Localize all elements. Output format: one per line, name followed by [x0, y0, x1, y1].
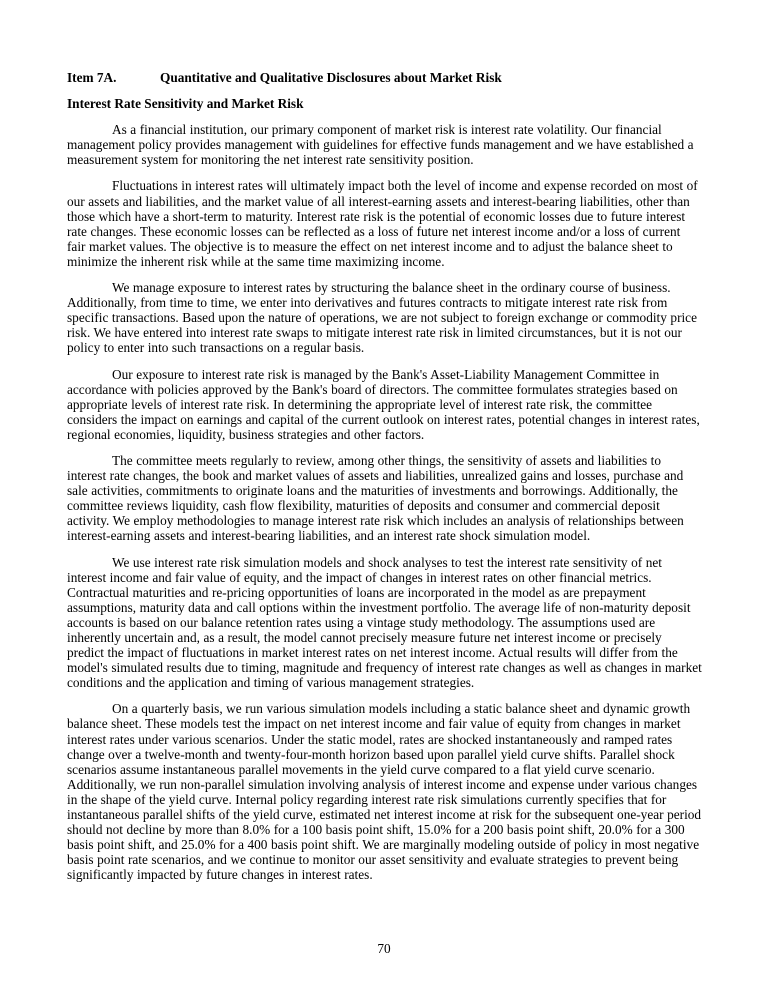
page-footer — [0, 941, 768, 956]
paragraph-7: On a quarterly basis, we run various simulation models including a static balance sheet and dynamic growth balance sheet. These models test the impact on net interest income and fair value of equity from changes in market interest rates under various scenarios. Under the static model, rates are shocked instantaneously and ramped rates change over a twelve-month and twenty-four-month horizon based upon parallel yield curve shifts. Parallel shock scenarios assume instantaneous parallel movements in the yield curve compared to a flat yield curve scenario. Additionally, we run non-parallel simulation involving analysis of interest income and expense under various changes in the shape of the yield curve. Internal policy regarding interest rate risk simulations currently specifies that for instantaneous parallel shifts of the yield curve, estimated net interest income at risk for the subsequent one-year period should not decline by more than 8.0% for a 100 basis point shift, 15.0% for a 200 basis point shift, 20.0% for a 300 basis point shift, and 25.0% for a 400 basis point shift. We are marginally modeling outside of policy in most negative basis point rate scenarios, and we continue to monitor our asset sensitivity and evaluate strategies to prevent being significantly impacted by future changes in interest rates. — [67, 701, 702, 883]
section-heading: Interest Rate Sensitivity and Market Risk — [67, 96, 304, 112]
paragraph-3: We manage exposure to interest rates by structuring the balance sheet in the ordinary course of business. Additionally, from time to time, we enter into derivatives and futures contracts to mitigate interest rate risk from specific transactions. Based upon the nature of operations, we are not subject to foreign exchange or commodity price risk. We have entered into interest rate swaps to mitigate interest rate risk in limited circumstances, but it is not our policy to enter into such transactions on a regular basis. — [67, 280, 697, 356]
paragraph-4: Our exposure to interest rate risk is managed by the Bank's Asset-Liability Management Committee in accordance with policies approved by the Bank's board of directors. The committee formulates strategies based on appropriate levels of interest rate risk. In determining the appropriate level of interest rate risk, the committee considers the impact on earnings and capital of the current outlook on interest rates, potential changes in interest rates, regional economies, liquidity, business strategies and other factors. — [67, 366, 700, 442]
paragraph-2: Fluctuations in interest rates will ultimately impact both the level of income and expense recorded on most of our assets and liabilities, and the market value of all interest-earning assets and interest-bearing liabilities, other than those which have a short-term to maturity. Interest rate risk is the potential of economic losses due to future interest rate changes. These economic losses can be reflected as a loss of future net interest income and/or a loss of current fair market values. The objective is to measure the effect on net interest income and to adjust the balance sheet to minimize the inherent risk while at the same time maximizing income. — [67, 178, 698, 269]
paragraph-6: We use interest rate risk simulation models and shock analyses to test the interest rate sensitivity of net interest income and fair value of equity, and the impact of changes in interest rates on other financial metrics. Contractual maturities and re-pricing opportunities of loans are incorporated in the model as are prepayment assumptions, maturity data and call options within the investment portfolio. The average life of non-maturity deposit accounts is based on our balance retention rates using a vintage study methodology. The assumptions used are inherently uncertain and, as a result, the model cannot precisely measure future net interest income or precisely predict the impact of fluctuations in market interest rates on net interest income. Actual results will differ from the model's simulated results due to timing, magnitude and frequency of interest rate changes as well as changes in market conditions and the application and timing of various management strategies. — [67, 554, 702, 691]
paragraph-1: As a financial institution, our primary component of market risk is interest rate volatility. Our financial management policy provides management with guidelines for effective funds management and we have established a measurement system for monitoring the net interest rate sensitivity position. — [67, 122, 694, 168]
page-number: 70 — [377, 941, 391, 956]
item-number: Item 7A. — [67, 70, 117, 85]
paragraph-5: The committee meets regularly to review, among other things, the sensitivity of assets and liabilities to interest rate changes, the book and market values of assets and liabilities, unrealized gains and losses, purchase and sale activities, commitments to originate loans and the maturities of investments and borrowings. Additionally, the committee reviews liquidity, cash flow flexibility, maturities of deposits and consumer and commercial deposit activity. We employ methodologies to manage interest rate risk which includes an analysis of relationships between interest-earning assets and interest-bearing liabilities, and an interest rate shock simulation model. — [67, 452, 684, 544]
item-title: Quantitative and Qualitative Disclosures about Market Risk — [160, 70, 502, 85]
item-heading — [67, 70, 702, 85]
